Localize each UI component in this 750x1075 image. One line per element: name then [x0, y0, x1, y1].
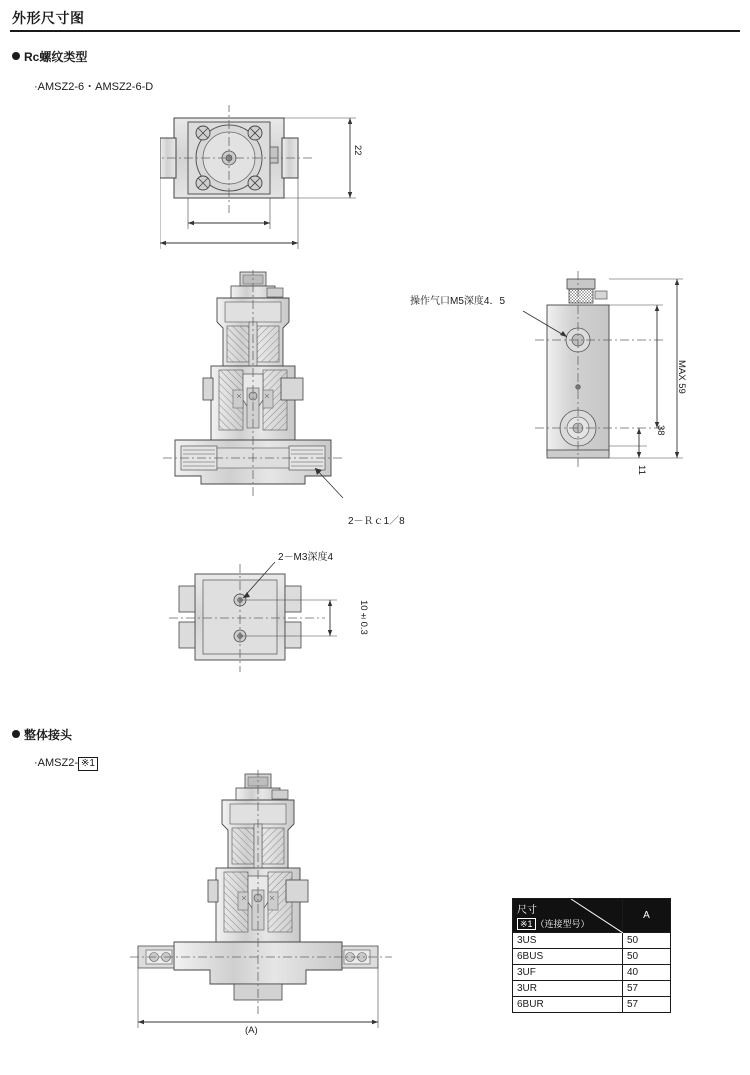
top-view-svg — [160, 105, 390, 255]
table-cell-label: 6BUR — [513, 997, 623, 1013]
table-cell-label: 3UR — [513, 981, 623, 997]
integral-dim-a: (A) — [245, 1025, 258, 1036]
table-row — [513, 981, 671, 997]
table-cell-a: 57 — [623, 997, 671, 1013]
table-cell-label: 6BUS — [513, 949, 623, 965]
header-divider — [10, 30, 740, 32]
table-row — [513, 949, 671, 965]
table-cell-a: 40 — [623, 965, 671, 981]
top-view-dim-22-height: 22 — [352, 145, 363, 156]
table-body — [513, 933, 671, 1013]
bottom-view-svg — [165, 560, 380, 685]
table-header-dim-label: 尺寸 — [517, 905, 537, 916]
model-variant-box: ※1 — [78, 757, 98, 771]
dimension-table — [512, 898, 671, 1013]
side-view-dim-max59: MAX 59 — [676, 360, 687, 394]
table-cell-label: 3UF — [513, 965, 623, 981]
bullet-dot-icon-2 — [12, 730, 20, 738]
table-cell-label: 3US — [513, 933, 623, 949]
section-heading-integral: 整体接头 — [12, 726, 72, 743]
table-cell-a: 57 — [623, 981, 671, 997]
table-row — [513, 997, 671, 1013]
bullet-dot-icon — [12, 52, 20, 60]
table-header-row — [513, 899, 671, 933]
side-view-port-note: 操作气口M5深度4．5 — [410, 296, 506, 307]
page-title: 外形尺寸图 — [12, 10, 85, 26]
table-row — [513, 965, 671, 981]
side-view-dim-38: 38 — [655, 425, 666, 436]
table-cell-a: 50 — [623, 933, 671, 949]
section-heading-rc-thread: Rc螺纹类型 — [12, 48, 87, 65]
bottom-view-thread-note: 2－M3深度4 — [278, 552, 334, 563]
figure-top-view — [160, 105, 390, 255]
model-caption-rc: ·AMSZ2-6・AMSZ2-6-D — [34, 81, 154, 93]
table-cell-a: 50 — [623, 949, 671, 965]
table-header-sub-label: ※1 （连接型号） — [517, 917, 590, 930]
side-view-dim-11: 11 — [636, 465, 647, 475]
table-header-a: A — [623, 899, 671, 933]
front-view-thread-note: 2－Ｒｃ1／8 — [348, 516, 405, 527]
figure-front-section-view — [155, 270, 370, 520]
integral-section-svg — [130, 770, 395, 1040]
table-header-dimension — [513, 899, 623, 933]
figure-side-view — [505, 265, 695, 495]
front-section-svg — [155, 270, 370, 520]
figure-bottom-view — [165, 560, 380, 685]
model-caption-integral: ·AMSZ2- ※1 — [34, 757, 98, 771]
side-view-svg — [505, 265, 695, 495]
figure-integral-section-view — [130, 770, 395, 1040]
table-row — [513, 933, 671, 949]
bottom-view-dim-tol: 10±0.3 — [358, 600, 369, 635]
